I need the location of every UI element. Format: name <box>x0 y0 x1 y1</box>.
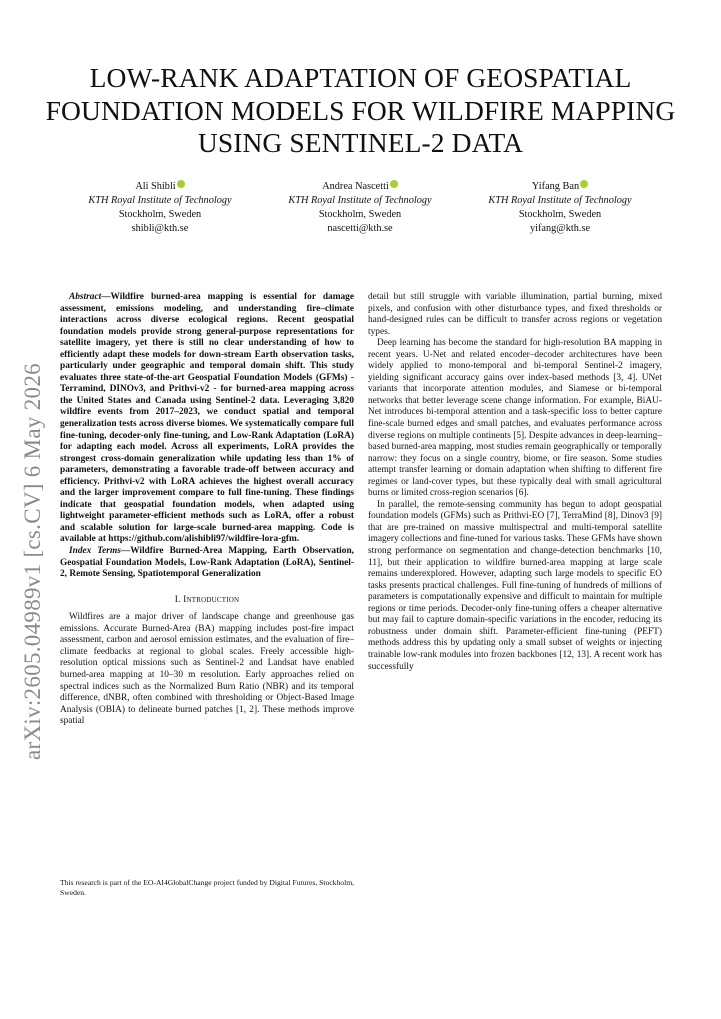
author-block <box>60 180 660 240</box>
right-column <box>368 292 662 673</box>
author-city: Stockholm, Sweden <box>518 209 602 220</box>
section-title: Introduction <box>183 594 240 605</box>
abstract <box>60 292 354 546</box>
author-email[interactable]: yifang@kth.se <box>529 223 591 234</box>
author-city: Stockholm, Sweden <box>318 209 402 220</box>
footnote: This research is part of the EO-AI4GlobalChange project funded by Digital Futures, Stockholm, Sweden. <box>60 878 354 897</box>
author-city: Stockholm, Sweden <box>118 209 202 220</box>
author-email[interactable]: shibli@kth.se <box>131 223 189 234</box>
author-2 <box>260 180 460 236</box>
index-terms-text: —Wildfire Burned-Area Mapping, Earth Observation, Geospatial Foundation Models, Low-Rank Adaptation (LoRA), Sentinel-2, Remote Sensing, Spatiotemporal Generalization <box>60 546 354 580</box>
continuation-paragraph: detail but still struggle with variable illumination, partial burning, mixed pixels, and confusion with other disturbance types, and fixed thresholds or hand-designed rules can be difficult to transfer across regions or vegetation types. <box>368 292 662 337</box>
section-heading <box>60 595 354 607</box>
author-3 <box>460 180 660 236</box>
left-column <box>60 292 354 728</box>
author-affiliation: KTH Royal Institute of Technology <box>488 195 632 206</box>
intro-paragraph-3: In parallel, the remote-sensing community has begun to adopt geospatial foundation models (GFMs) such as Prithvi-EO [7], TerraMind [8], Dinov3 [9] that are pre-trained on massive multispectral and multi-temporal satellite imagery collections and fine-tuned for various tasks. These GFMs have shown strong performance on segmentation and change-detection benchmarks [10, 11], but their application to wildfire burned-area mapping at large scale remains underexplored. However, adapting such large models to specific EO tasks presents practical challenges. Full fine-tuning of hundreds of millions of parameters is computationally expensive and difficult to maintain for multiple regions or time periods. Decoder-only fine-tuning offers a cheaper alternative but may fail to capture domain-specific variations in the encoder, reducing its robustness under domain shift. Parameter-efficient fine-tuning (PEFT) methods address this by updating only a small subset of weights or injecting trainable low-rank modules into frozen backbones [12, 13]. A recent work has successfully <box>368 499 662 672</box>
paper-title: LOW-RANK ADAPTATION OF GEOSPATIAL FOUNDATION MODELS FOR WILDFIRE MAPPING USING SENTINEL-2 DATA <box>45 62 676 158</box>
index-terms <box>60 546 354 581</box>
orcid-icon[interactable] <box>177 180 185 188</box>
intro-paragraph-2: Deep learning has become the standard for high-resolution BA mapping in recent years. U-Net and related encoder–decoder architectures have been widely applied to mono-temporal and bi-temporal Sentinel-2 imagery, yielding significant accuracy gains over index-based methods [3, 4]. UNet variants that incorporate attention modules, and Siamese or bi-temporal networks that better leverage scene change information. For example, BiAU-Net introduces bi-temporal attention and a task-specific loss to better capture fine-scale burned edges and small patches, and evaluates performance across diverse regions on multiple continents [5]. Despite advances in deep-learning–based burned-area mapping, most studies remain geographically or temporally narrow: they focus on a single country, biome, or fire season. Some studies attempt transfer learning or domain adaptation when shifting to different fire regimes or land-cover types, but these typically deal with small agricultural burns or limited cross-region scenarios [6]. <box>368 338 662 499</box>
orcid-icon[interactable] <box>390 180 398 188</box>
intro-paragraph-1: Wildfires are a major driver of landscape change and greenhouse gas emissions. Accurate Burned-Area (BA) mapping includes post-fire impact assessment, carbon and aerosol emission estimates, and the evaluation of fire–climate feedbacks at regional to global scales. Freely accessible high-resolution optical missions such as Sentinel-2 and Landsat have enabled burned-area mapping at 10–30 m resolution. Early approaches relied on spectral indices such as the Normalized Burn Ratio (NBR) and its temporal difference, dNBR, often combined with thresholding or Object-Based Image Analysis (OBIA) to delineate burned patches [1, 2]. These methods improve spatial <box>60 612 354 727</box>
author-1 <box>60 180 260 236</box>
arxiv-stamp: arXiv:2605.04989v1 [cs.CV] 6 May 2026 <box>20 363 45 760</box>
author-affiliation: KTH Royal Institute of Technology <box>88 195 232 206</box>
author-name: Andrea Nascetti <box>322 181 389 192</box>
abstract-label: Abstract <box>69 292 102 302</box>
index-terms-label: Index Terms <box>69 546 121 557</box>
abstract-text: —Wildfire burned-area mapping is essential for damage assessment, emissions modeling, and understanding fire–climate interactions across diverse ecological regions. Recent geospatial foundation models provide strong general-purpose representations for satellite imagery, yet there is still no clear understanding of how to efficiently adapt these models for down-stream Earth observation tasks, particularly under geographic and temporal domain shift. This study evaluates three state-of-the-art Geospatial Foundation Models (GFMs) - Terramind, DINOv3, and Prithvi-v2 - for burned-area mapping across the United States and Canada using Sentinel-2 data. Leveraging 3,820 wildfire events from 2017–2023, we conduct spatial and temporal generalization tests across diverse biomes. We systematically compare full fine-tuning, decoder-only fine-tuning, and Low-Rank Adaptation (LoRA) for adapting each model. Across all experiments, LoRA provides the strongest cross-domain generalization while updating less than 1% of parameters, demonstrating a favorable trade-off between accuracy and efficiency. Prithvi-v2 with LoRA achieves the highest overall accuracy and the larger improvement compare to full fine-tuning. These findings indicate that geospatial foundation models, when adapted using lightweight parameter-efficient methods such as LoRA, offer a robust and scalable solution for large-scale burned-area mapping. Code is available at https://github.com/alishibli97/wildfire-lora-gfm. <box>60 292 354 545</box>
author-email[interactable]: nascetti@kth.se <box>327 223 393 234</box>
author-name: Yifang Ban <box>531 181 580 192</box>
author-name: Ali Shibli <box>135 181 176 192</box>
orcid-icon[interactable] <box>580 180 588 188</box>
author-affiliation: KTH Royal Institute of Technology <box>288 195 432 206</box>
section-numeral: I. <box>174 594 181 605</box>
